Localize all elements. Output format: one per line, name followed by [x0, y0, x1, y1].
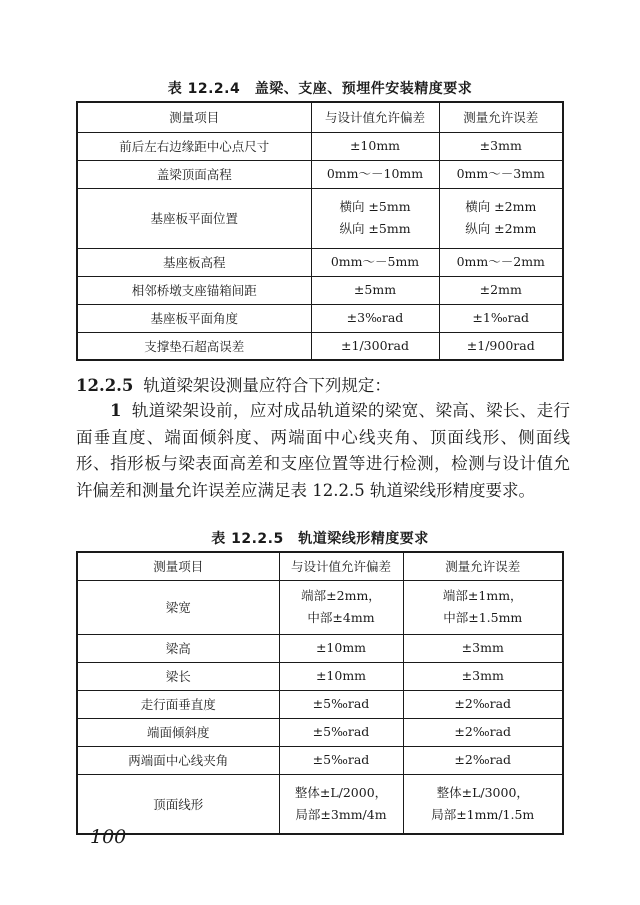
cell-item: 顶面线形	[77, 774, 279, 834]
table-12-2-5-caption: 表 12.2.5 轨道梁线形精度要求	[211, 531, 429, 547]
cell-value-line: ±2‰rad	[454, 696, 512, 711]
cell-value-line: ±1/300rad	[341, 337, 409, 353]
cell-value-line: ±3mm	[461, 640, 504, 655]
table-12-2-4	[76, 101, 564, 361]
header-measure-error: 测量允许误差	[439, 102, 563, 132]
cell-value-line: ±1‰rad	[472, 310, 530, 325]
cell-value-line: 局部±3mm/4m	[295, 806, 387, 822]
cell-item: 基座板平面角度	[77, 304, 311, 332]
cell-measure-error	[403, 580, 563, 634]
cell-item: 梁宽	[77, 580, 279, 634]
cell-value-line: 整体±L/3000，	[436, 784, 529, 800]
cell-measure-error	[403, 746, 563, 774]
cell-value-line: 0mm～－2mm	[456, 254, 545, 269]
table-row	[77, 580, 563, 634]
cell-value-line: 端部±2mm，	[301, 588, 381, 603]
table-row	[77, 774, 563, 834]
cell-item: 基座板平面位置	[77, 188, 311, 248]
table-row	[77, 718, 563, 746]
cell-design-deviation	[279, 746, 403, 774]
cell-value-line: 0mm～－3mm	[456, 166, 545, 181]
table-row	[77, 662, 563, 690]
cell-value-line: ±10mm	[315, 668, 367, 683]
cell-design-deviation	[279, 580, 403, 634]
cell-measure-error	[439, 332, 563, 360]
header-design-deviation: 与设计值允许偏差	[311, 102, 439, 132]
cell-item: 支撑垫石超高误差	[77, 332, 311, 360]
cell-value-line: ±2‰rad	[454, 724, 512, 739]
cell-value-line: ±3‰rad	[346, 310, 404, 325]
cell-measure-error	[439, 304, 563, 332]
cell-item: 相邻桥墩支座锚箱间距	[77, 276, 311, 304]
cell-value-line: 横向 ±5mm	[339, 199, 411, 214]
cell-design-deviation	[311, 276, 439, 304]
cell-design-deviation	[311, 304, 439, 332]
cell-design-deviation	[311, 160, 439, 188]
paragraph-item-number: 1	[110, 401, 122, 420]
cell-measure-error	[403, 774, 563, 834]
cell-measure-error	[403, 718, 563, 746]
cell-value-line: ±2‰rad	[454, 752, 512, 767]
table-row	[77, 746, 563, 774]
section-number: 12.2.5	[76, 376, 134, 395]
table-row	[77, 332, 563, 360]
header-design-deviation: 与设计值允许偏差	[279, 552, 403, 580]
cell-value-line: ±3mm	[479, 138, 522, 153]
cell-value-line: 局部±1mm/1.5m	[431, 806, 535, 822]
paragraph	[76, 398, 570, 504]
cell-design-deviation	[279, 662, 403, 690]
cell-value-line: ±2mm	[479, 282, 522, 297]
cell-design-deviation	[279, 690, 403, 718]
table-row	[77, 634, 563, 662]
cell-value-line: ±5‰rad	[312, 696, 370, 711]
page-number: 100	[90, 826, 127, 848]
paragraph-text: 轨道梁架设前，应对成品轨道梁的梁宽、梁高、梁长、走行面垂直度、端面倾斜度、两端面中心线夹角、顶面线形、侧面线形、指形板与梁表面高差和支座位置等进行检测，检测与设计值允许偏差和测量允许误差应满足表 12.2.5 轨道梁线形精度要求。	[76, 401, 570, 500]
header-item: 测量项目	[77, 102, 311, 132]
table-row	[77, 304, 563, 332]
cell-item: 基座板高程	[77, 248, 311, 276]
section-heading	[76, 372, 391, 396]
cell-design-deviation	[311, 332, 439, 360]
table-row	[77, 248, 563, 276]
cell-value-line: 端部±1mm，	[442, 588, 523, 603]
cell-measure-error	[439, 160, 563, 188]
cell-measure-error	[439, 276, 563, 304]
cell-value-line: ±5‰rad	[312, 724, 370, 739]
cell-value-line: ±10mm	[315, 640, 367, 655]
cell-value-line: 0mm～－5mm	[330, 254, 420, 269]
cell-value-line: ±3mm	[461, 668, 504, 683]
cell-value-line: 整体±L/2000，	[294, 784, 388, 800]
cell-design-deviation	[279, 774, 403, 834]
cell-value-line: 中部±4mm	[307, 610, 375, 625]
table-row	[77, 276, 563, 304]
cell-measure-error	[439, 188, 563, 248]
cell-item: 前后左右边缘距中心点尺寸	[77, 132, 311, 160]
cell-measure-error	[439, 132, 563, 160]
table-row	[77, 132, 563, 160]
cell-value-line: ±1/900rad	[466, 337, 535, 353]
section-title: 轨道梁架设测量应符合下列规定：	[143, 376, 391, 395]
cell-item: 盖梁顶面高程	[77, 160, 311, 188]
cell-design-deviation	[279, 634, 403, 662]
cell-value-line: ±10mm	[349, 138, 401, 153]
table-row	[77, 690, 563, 718]
cell-item: 两端面中心线夹角	[77, 746, 279, 774]
cell-design-deviation	[311, 188, 439, 248]
cell-value-line: ±5mm	[353, 282, 397, 297]
cell-value-line: 纵向 ±2mm	[465, 221, 537, 236]
cell-item: 梁高	[77, 634, 279, 662]
table-12-2-4-caption: 表 12.2.4 盖梁、支座、预埋件安装精度要求	[167, 81, 473, 97]
cell-measure-error	[403, 690, 563, 718]
header-item: 测量项目	[77, 552, 279, 580]
cell-item: 走行面垂直度	[77, 690, 279, 718]
cell-value-line: 纵向 ±5mm	[339, 221, 411, 236]
cell-value-line: 横向 ±2mm	[465, 199, 537, 214]
header-measure-error: 测量允许误差	[403, 552, 563, 580]
cell-design-deviation	[279, 718, 403, 746]
cell-measure-error	[439, 248, 563, 276]
cell-design-deviation	[311, 132, 439, 160]
cell-value-line: ±5‰rad	[312, 752, 370, 767]
table-row	[77, 160, 563, 188]
cell-measure-error	[403, 662, 563, 690]
cell-item: 梁长	[77, 662, 279, 690]
table-row	[77, 188, 563, 248]
cell-value-line: 中部±1.5mm	[443, 610, 523, 625]
table-12-2-5	[76, 551, 564, 835]
cell-design-deviation	[311, 248, 439, 276]
cell-item: 端面倾斜度	[77, 718, 279, 746]
cell-value-line: 0mm～－10mm	[326, 166, 424, 181]
cell-measure-error	[403, 634, 563, 662]
